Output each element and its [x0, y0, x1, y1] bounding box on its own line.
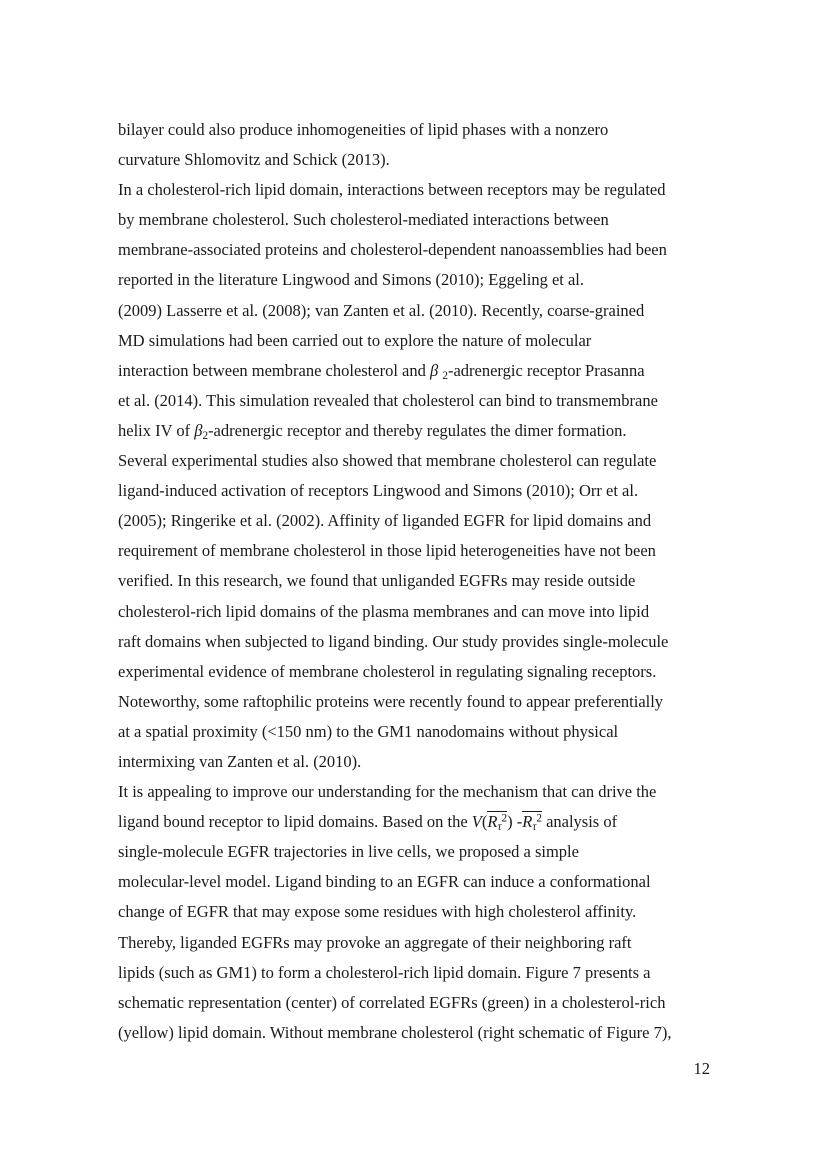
text-line: In a cholesterol-rich lipid domain, interactions between receptors may be regulated [118, 180, 666, 200]
text-line: raft domains when subjected to ligand binding. Our study provides single-molecule [118, 631, 669, 651]
text-line: experimental evidence of membrane cholesterol in regulating signaling receptors. [118, 661, 657, 681]
text-line: schematic representation (center) of correlated EGFRs (green) in a cholesterol-rich [118, 992, 666, 1012]
text-line: ligand bound receptor to lipid domains. Based on the $V(R_\tau^2)$ $-R_\tau^2$ analysis of [118, 812, 618, 833]
text-line: interaction between membrane cholesterol and β $_2$-adrenergic receptor Prasanna [118, 360, 645, 382]
text-line: molecular-level model. Ligand binding to an EGFR can induce a conformational [118, 872, 651, 892]
text-line: change of EGFR that may expose some residues with high cholesterol affinity. [118, 902, 637, 922]
text-line: cholesterol-rich lipid domains of the plasma membranes and can move into lipid [118, 601, 650, 621]
text-line: (yellow) lipid domain. Without membrane cholesterol (right schematic of Figure 7), [118, 1022, 672, 1042]
text-line: helix IV of $\beta_2$-adrenergic receptor and thereby regulates the dimer formation. [118, 420, 627, 442]
text-line: et al. (2014). This simulation revealed that cholesterol can bind to transmembrane [118, 390, 658, 410]
text-line: at a spatial proximity (<150 nm) to the GM1 nanodomains without physical [118, 721, 619, 741]
text-line: MD simulations had been carried out to explore the nature of molecular [118, 330, 592, 350]
text-line: Several experimental studies also showed that membrane cholesterol can regulate [118, 451, 657, 471]
text-line: bilayer could also produce inhomogeneities of lipid phases with a nonzero [118, 120, 609, 139]
text-line: (2009) Lasserre et al. (2008); van Zanten et al. (2010). Recently, coarse-grained [118, 300, 645, 320]
text-line: intermixing van Zanten et al. (2010). [118, 751, 362, 771]
text-line: Noteworthy, some raftophilic proteins were recently found to appear preferentially [118, 691, 664, 711]
text-line: ligand-induced activation of receptors Lingwood and Simons (2010); Orr et al. [118, 481, 639, 501]
text-line: by membrane cholesterol. Such cholesterol-mediated interactions between [118, 210, 609, 230]
text-line: membrane-associated proteins and cholesterol-dependent nanoassemblies had been [118, 240, 667, 260]
text-line: reported in the literature Lingwood and Simons (2010); Eggeling et al. [118, 270, 585, 290]
text-line: single-molecule EGFR trajectories in live cells, we proposed a simple [118, 842, 579, 862]
text-line: verified. In this research, we found that unliganded EGFRs may reside outside [118, 571, 636, 591]
text-line: lipids (such as GM1) to form a cholesterol-rich lipid domain. Figure 7 presents a [118, 962, 651, 982]
text-line: (2005); Ringerike et al. (2002). Affinity of liganded EGFR for lipid domains and [118, 511, 652, 531]
text-line: curvature Shlomovitz and Schick (2013). [118, 150, 390, 170]
text-line: requirement of membrane cholesterol in those lipid heterogeneities have not been [118, 541, 656, 561]
text-line: Thereby, liganded EGFRs may provoke an aggregate of their neighboring raft [118, 932, 632, 952]
text-line: It is appealing to improve our understanding for the mechanism that can drive the [118, 782, 657, 802]
body-text [118, 115, 712, 1048]
page-number: 12 [693, 1059, 710, 1078]
